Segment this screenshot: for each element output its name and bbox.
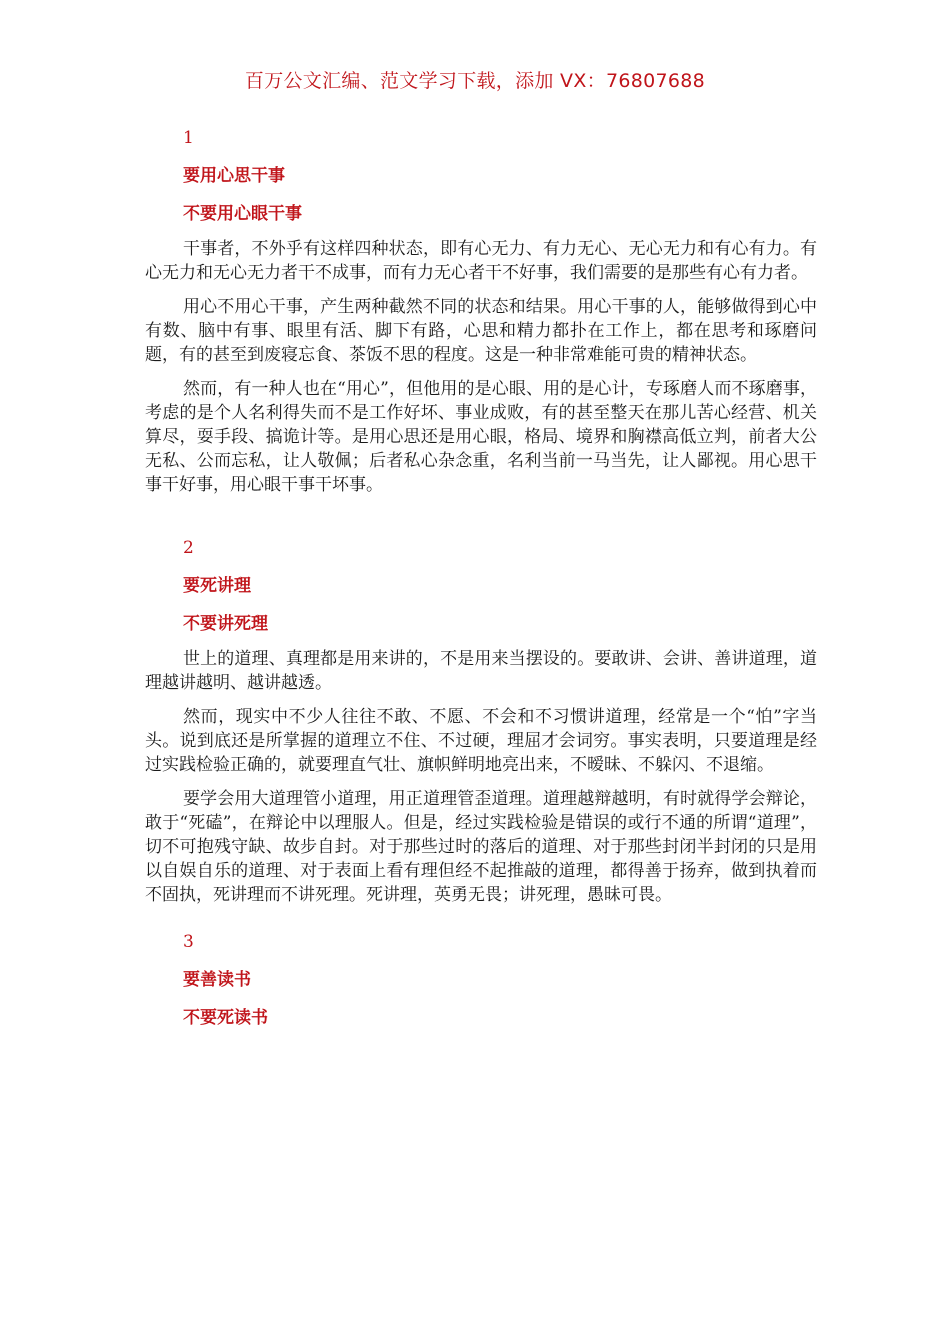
section-1 bbox=[145, 125, 817, 497]
section-title: 要用心思干事 bbox=[183, 166, 285, 186]
paragraph: 然而，有一种人也在“用心”，但他用的是心眼、用的是心计，专琢磨人而不琢磨事，考虑的是个人名利得失而不是工作好坏、事业成败，有的甚至整天在那儿苦心经营、机关算尽，耍手段、搞诡计等。是用心思还是用心眼，格局、境界和胸襟高低立判，前者大公无私、公而忘私，让人敬佩；后者私心杂念重，名利当前一马当先，让人鄙视。用心思干事干好事，用心眼干事干坏事。 bbox=[145, 379, 817, 495]
document-body bbox=[145, 125, 817, 1031]
section-3 bbox=[145, 929, 817, 1031]
header-banner: 百万公文汇编、范文学习下载，添加 VX：76807688 bbox=[244, 70, 706, 92]
paragraph: 要学会用大道理管小道理，用正道理管歪道理。道理越辩越明，有时就得学会辩论，敢于“死磕”，在辩论中以理服人。但是，经过实践检验是错误的或行不通的所谓“道理”，切不可抱残守缺、故步自封。对于那些过时的落后的道理、对于那些封闭半封闭的只是用以自娱自乐的道理、对于表面上看有理但经不起推敲的道理，都得善于扬弃，做到执着而不固执，死讲理而不讲死理。死讲理，英勇无畏；讲死理，愚昧可畏。 bbox=[145, 789, 817, 905]
section-subtitle: 不要讲死理 bbox=[183, 614, 268, 634]
paragraph: 干事者，不外乎有这样四种状态，即有心无力、有力无心、无心无力和有心有力。有心无力和无心无力者干不成事，而有力无心者干不好事，我们需要的是那些有心有力者。 bbox=[145, 239, 817, 283]
section-number: 1 bbox=[183, 128, 194, 148]
section-title: 要善读书 bbox=[183, 970, 251, 990]
section-title: 要死讲理 bbox=[183, 576, 251, 596]
paragraph: 然而，现实中不少人往往不敢、不愿、不会和不习惯讲道理，经常是一个“怕”字当头。说到底还是所掌握的道理立不住、不过硬，理屈才会词穷。事实表明，只要道理是经过实践检验正确的，就要理直气壮、旗帜鲜明地亮出来，不暧昧、不躲闪、不退缩。 bbox=[145, 707, 817, 775]
section-subtitle: 不要死读书 bbox=[183, 1008, 268, 1028]
section-number: 2 bbox=[183, 538, 194, 558]
section-2 bbox=[145, 535, 817, 907]
paragraph: 用心不用心干事，产生两种截然不同的状态和结果。用心干事的人，能够做得到心中有数、脑中有事、眼里有活、脚下有路，心思和精力都扑在工作上，都在思考和琢磨问题，有的甚至到废寝忘食、茶饭不思的程度。这是一种非常难能可贵的精神状态。 bbox=[145, 297, 817, 365]
paragraph: 世上的道理、真理都是用来讲的，不是用来当摆设的。要敢讲、会讲、善讲道理，道理越讲越明、越讲越透。 bbox=[145, 649, 817, 693]
section-number: 3 bbox=[183, 932, 194, 952]
section-subtitle: 不要用心眼干事 bbox=[183, 204, 302, 224]
